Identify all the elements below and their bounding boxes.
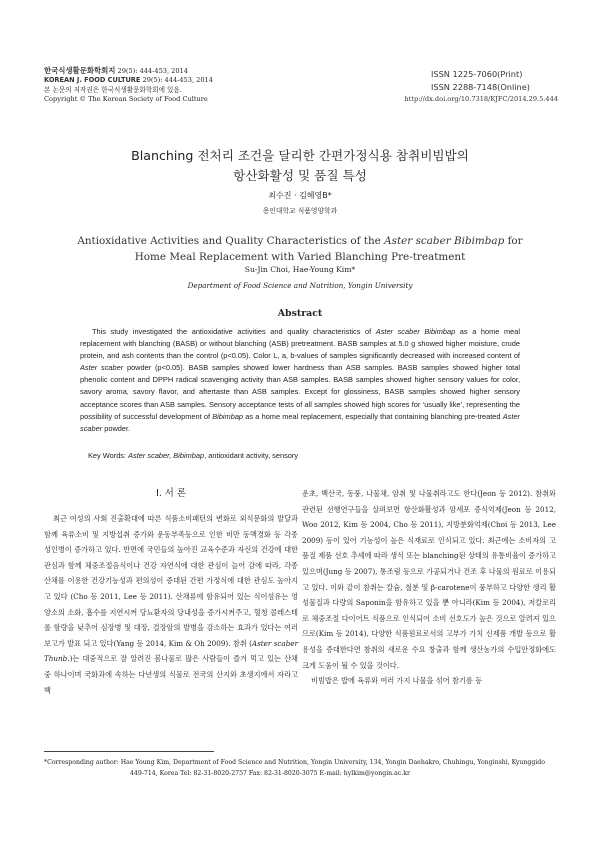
- issn-block: [393, 68, 558, 105]
- title-korean: Blanching 전처리 조건을 달리한 간편가정식용 참취비빔밥의 항산화활성 및 품질 특성: [131, 148, 469, 183]
- abstract-body: This study investigated the antioxidative activities and quality characteristics of Aster scaber Bibimbap as a home meal replacement with blanching (BASB) or without blanching (ASB) pretreatment. BASB samples at 5.0 g showed higher moisture, crude protein, and ash contents than the control (p<0.05). Color L, a, b-values of samples significantly decreased with increased content of Aster scaber powder (p<0.05). BASB samples showed lower hardness than ASB samples. BASB samples showed higher total phenolic content and DPPH radical scavenging activity than ASB samples. BASB samples showed higher sensory values for color, savory aroma, savory flavor, and aftertaste than ASB samples. Except for glossiness, BASB samples showed higher sensory acceptance scores than ASB samples. Sensory acceptance tests of all samples showed high scores for ‘usually like’, representing the possibility of successful development of Bibimbap as a home meal replacement, especially that containing blanching pre-treated Aster scaber powder.: [80, 327, 520, 433]
- footnote-divider: [44, 751, 214, 752]
- journal-citation-ko: 한국식생활문화학회지 29(5): 444-453, 2014: [44, 66, 188, 75]
- authors-korean: 최수진 · 김혜영B*: [268, 191, 332, 200]
- body-paragraph: 비빔밥은 밥에 육류와 여러 가지 나물을 섞어 참기름 등: [311, 676, 483, 686]
- section-heading-introduction: Ⅰ. 서 론: [156, 488, 186, 499]
- affiliation-english: Department of Food Science and Nutrition, Yongin University: [187, 281, 413, 290]
- abstract-heading: Abstract: [277, 308, 323, 319]
- copyright-ko: 본 논문의 저작권은 한국식생활문화학회에 있음.: [44, 85, 182, 94]
- title-english: Antioxidative Activities and Quality Characteristics of the Aster scaber Bibimbap for Home Meal Replacement with Varied Blanching Pre-treatment: [77, 235, 523, 263]
- authors-english: Su-Jin Choi, Hae-Young Kim*: [244, 265, 356, 274]
- body-column-right: [302, 486, 556, 689]
- keywords: Key Words: Aster scaber, Bibimbap, antioxidant activity, sensory: [88, 451, 299, 460]
- doi-link[interactable]: http://dx.doi.org/10.7318/KJFC/2014.29.5.444: [404, 95, 558, 103]
- copyright-en: Copyright © The Korean Society of Food Culture: [44, 95, 208, 104]
- issn-print: ISSN 1225-7060(Print): [431, 69, 523, 79]
- issn-online: ISSN 2288-7148(Online): [431, 82, 530, 92]
- body-paragraph: 최근 여성의 사회 진출확대에 따른 식품소비패턴의 변화로 외식문화의 발달과 함께 육류소비 및 지방섭취 증가와 운동부족등으로 인한 비만 동맥경화 등 각종 성인병이 증가하고 있다. 반면에 국민들의 높아진 교육수준과 자신의 건강에 대한 관심과 함께 체중조절음식이나 건강 자연식에 대한 관심이 늘어 감에 따라, 각종 산채를 이용한 건강기능성과 편의성이 증대된 간편 가정식에 대한 관심도 높아지고 있다 (Cho 등 2011, Lee 등 2011). 산채류에 함유되어 있는 식이섬유는 영양소의 소화, 흡수를 지연시켜 당뇨환자의 당내성을 증가시켜주고, 혈청 콜레스테롤 함량을 낮추어 심장병 및 대장, 결장암의 발병을 감소하는 효과가 있다는 여러 보고가 발표 되고 있다(Yang 등 2014, Kim & Oh 2009). 참취 (Aster scaber Thunb.)는 대중적으로 잘 알려진 봄나물로 많은 사람들이 즐겨 먹고 있는 산채 중 하나이며 국화과에 속하는 다년생의 식물로 전국의 산지와 초생지에서 자라고 백: [44, 514, 299, 695]
- journal-citation-en: KOREAN J. FOOD CULTURE 29(5): 444-453, 2014: [44, 76, 213, 85]
- affiliation-korean: 용인대학교 식품영양학과: [262, 207, 338, 215]
- corresponding-author-footnote: *Corresponding author: Hae Young Kim, Department of Food Science and Nutrition, Yongin University, 134, Yongin Daehakro, Chuhingu, Yonginshi, Kyunggido 449-714, Korea Tel: 82-31-8020-2757 Fax: 82-31-8020-3075 E-mail: hylkim@yongin.ac.kr: [44, 759, 545, 777]
- journal-header: [44, 66, 344, 105]
- body-column-left: [44, 486, 298, 698]
- body-paragraph: 운초, 백산국, 동풍, 나물채, 암취 및 나물취라고도 한다(Jeon 등 2012). 참취와 관련된 선행연구들을 살펴보면 항산화활성과 암세포 증식억제(Jeon 등 2012, Woo 2012, Kim 등 2004, Cho 등 2011), 지방분화억제(Choi 등 2013, Lee 2009) 등이 있어 기능성이 높은 식재료로 인식되고 있다. 최근에는 소비자의 고품질 제품 선호 추세에 따라 생식 또는 blanching된 상태의 유통비율이 증가하고 있으며(Jung 등 2007), 통조림 등으로 가공되거나 건조 후 나물의 원료로 이용되고 있다. 이와 같이 참취는 칼슘, 철분 및 β-carotene이 풍부하고 다양한 생리 활성물질과 다량의 Saponin을 함유하고 있을 뿐 아니라(Kim 등 2004), 저칼로리로 체중조절 다이어트 식품으로 인식되어 소비 선호도가 높은 것으로 알려져 있으므로(Kim 등 2014), 다양한 식품원료로서의 고부가 가치 신제품 개발 등으로 활용성을 증대한다면 참취의 새로운 수요 창출과 함께 생산농가의 수입안정화에도 크게 도움이 될 수 있을 것이다.: [302, 489, 556, 670]
